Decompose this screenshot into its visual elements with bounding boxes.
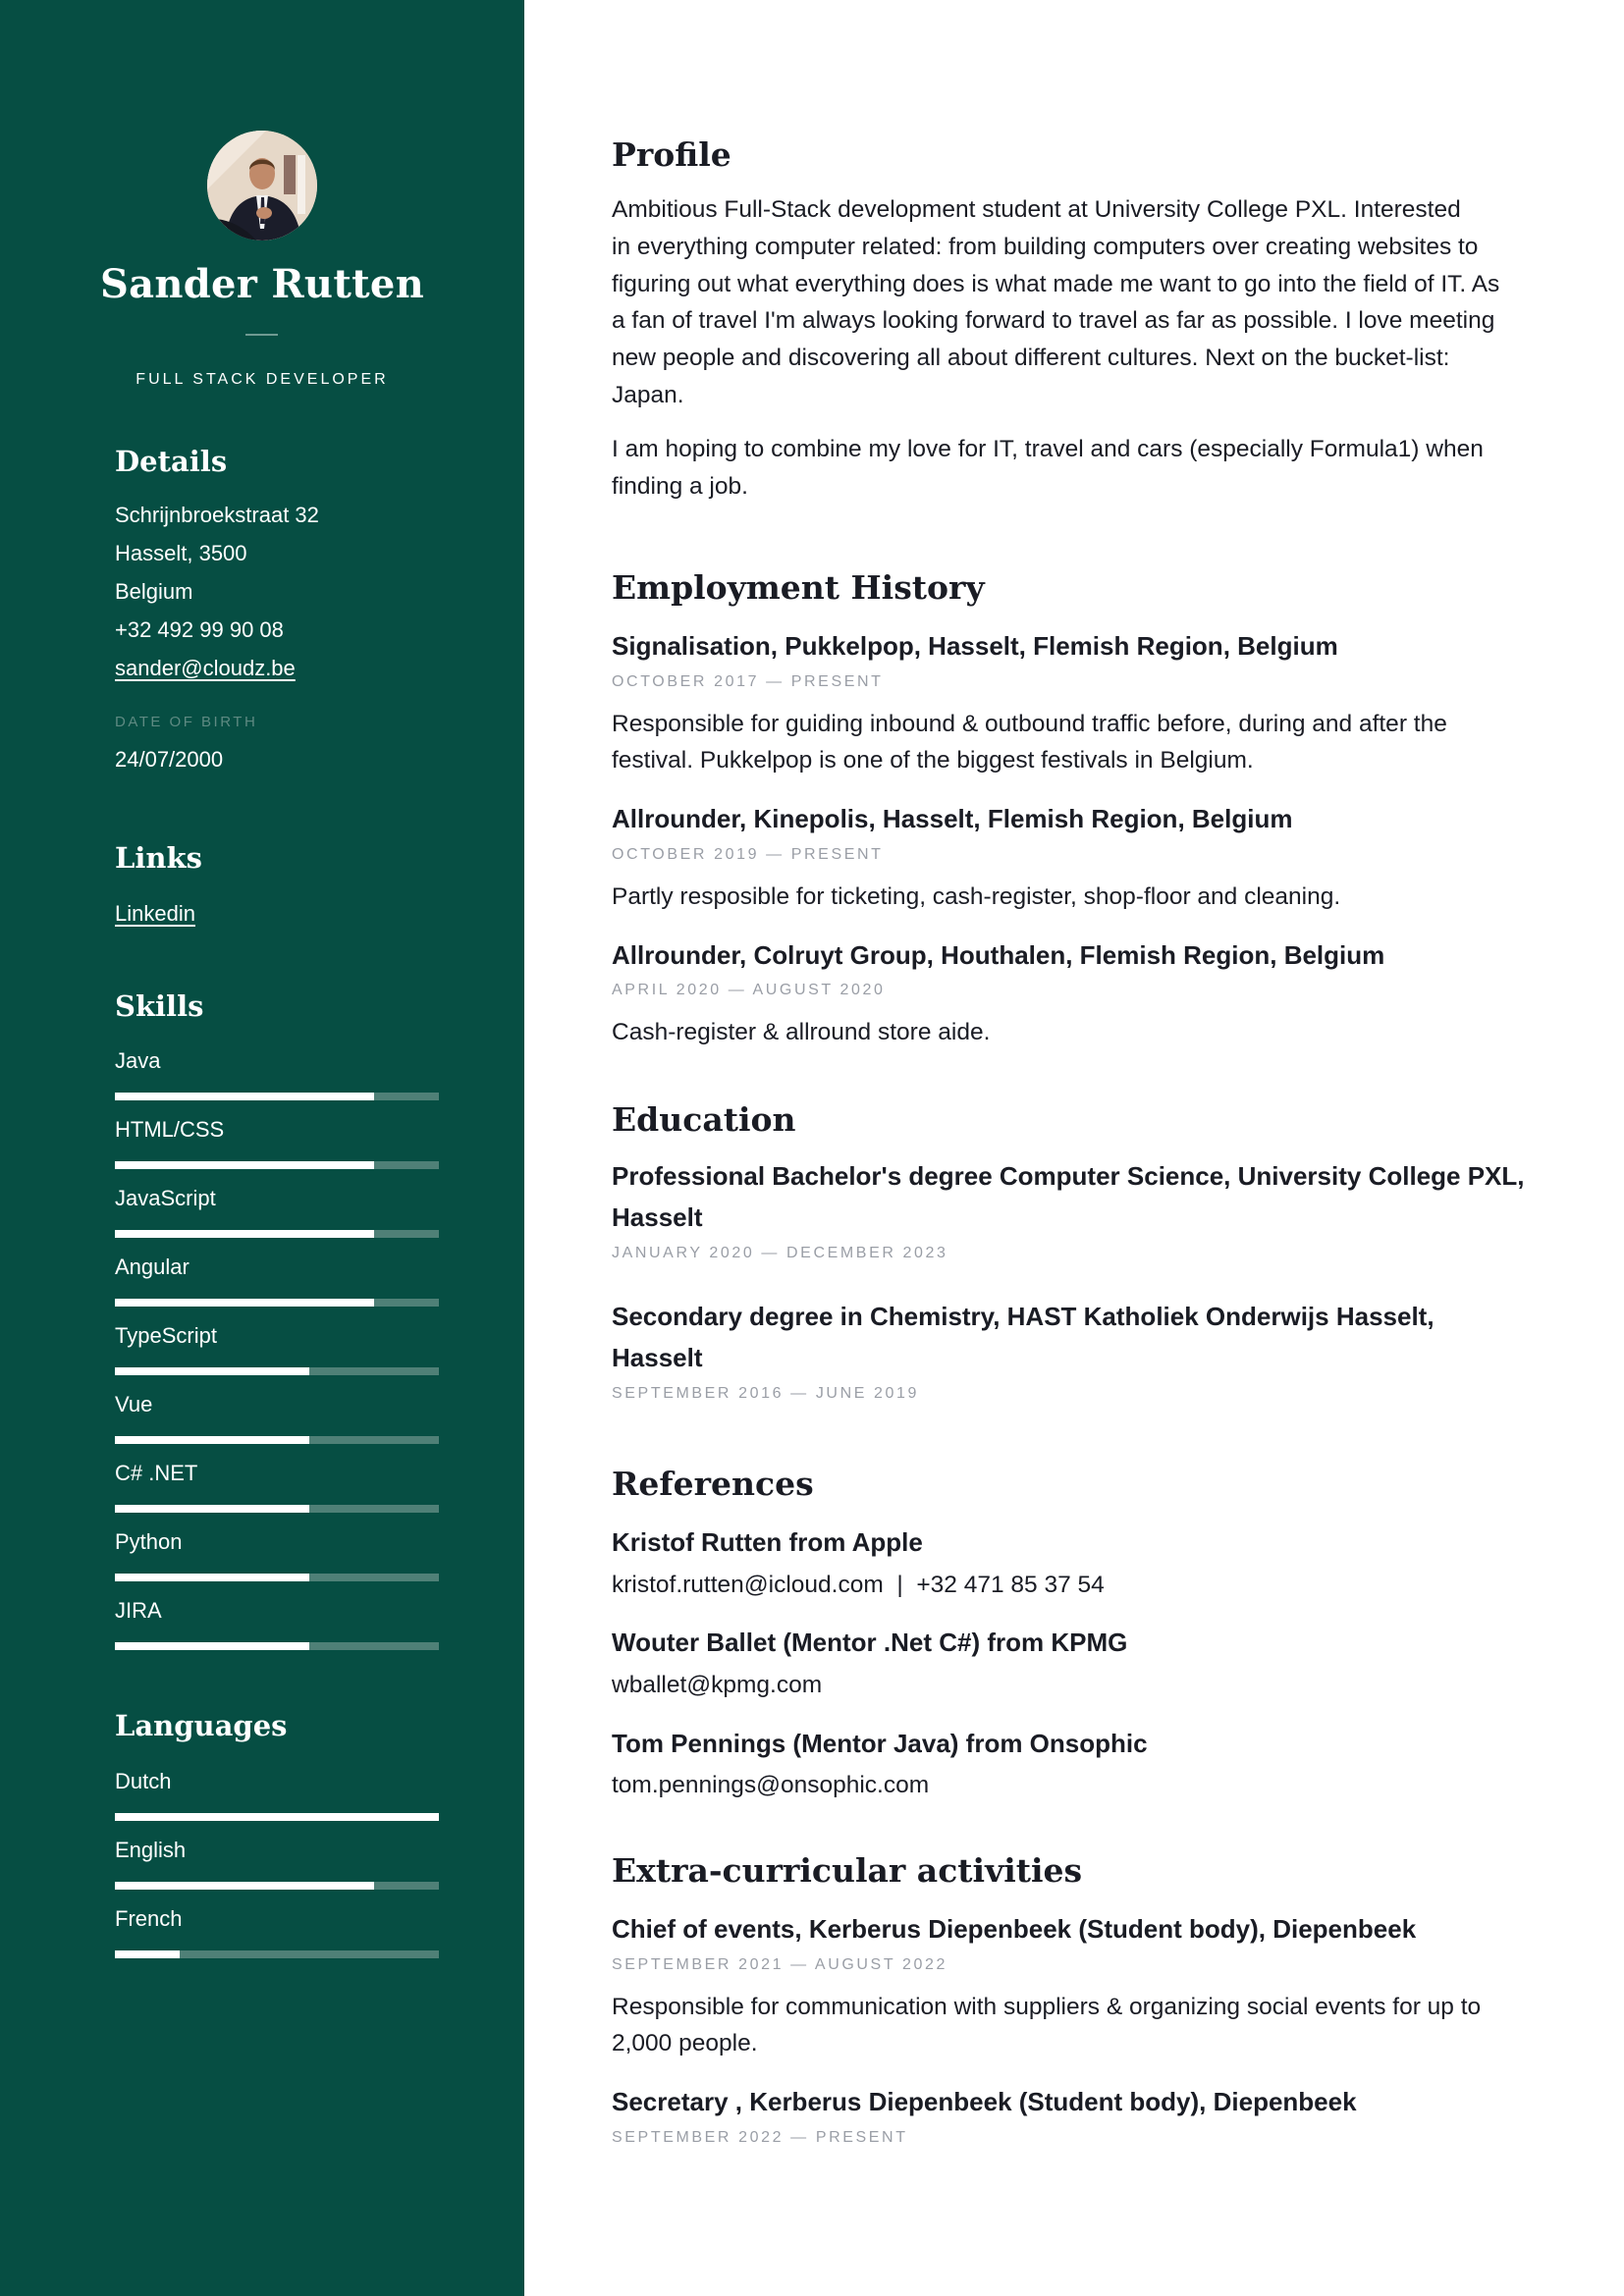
- profile-photo: [207, 131, 317, 240]
- skill-level-bar: [115, 1642, 439, 1650]
- skill-level-bar: [115, 1436, 439, 1444]
- skill-label: Python: [115, 1529, 183, 1554]
- skill-level-fill: [115, 1436, 309, 1444]
- person-photo-icon: [207, 131, 317, 240]
- reference-name: Kristof Rutten from Apple: [612, 1527, 923, 1557]
- skill-label: Java: [115, 1048, 161, 1073]
- job-title-item: Allrounder, Kinepolis, Hasselt, Flemish Region, Belgium: [612, 804, 1293, 833]
- language-label: French: [115, 1906, 183, 1931]
- skill-level-bar: [115, 1367, 439, 1375]
- skill-level-fill: [115, 1230, 374, 1238]
- reference-contact: wballet@kpmg.com: [612, 1672, 823, 1698]
- skill-level-fill: [115, 1574, 309, 1581]
- job-title-item: Allrounder, Colruyt Group, Houthalen, Flemish Region, Belgium: [612, 940, 1385, 970]
- dob-label: DATE OF BIRTH: [115, 714, 258, 730]
- activity-date: SEPTEMBER 2022 — PRESENT: [612, 2129, 908, 2146]
- languages-heading: Languages: [115, 1709, 288, 1742]
- education-title: Professional Bachelor's degree Computer Science, University College PXL,: [612, 1161, 1525, 1191]
- skill-level-fill: [115, 1093, 374, 1100]
- skill-level-bar: [115, 1161, 439, 1169]
- linkedin-link[interactable]: Linkedin: [115, 901, 195, 926]
- language-label: Dutch: [115, 1769, 172, 1793]
- skill-level-bar: [115, 1230, 439, 1238]
- skill-level-fill: [115, 1505, 309, 1513]
- country: Belgium: [115, 579, 193, 604]
- skill-label: Vue: [115, 1392, 153, 1416]
- details-heading: Details: [115, 445, 228, 478]
- candidate-name: Sander Rutten: [99, 261, 424, 307]
- sidebar: [0, 0, 524, 2296]
- job-desc: Partly resposible for ticketing, cash-register, shop-floor and cleaning.: [612, 883, 1341, 910]
- language-level-bar: [115, 1950, 439, 1958]
- reference-contact: tom.pennings@onsophic.com: [612, 1772, 930, 1798]
- language-level-fill: [115, 1882, 374, 1890]
- education-date: JANUARY 2020 — DECEMBER 2023: [612, 1245, 948, 1261]
- profile-heading: Profile: [612, 135, 731, 174]
- job-desc: festival. Pukkelpop is one of the biggest festivals in Belgium.: [612, 747, 1254, 774]
- skill-level-bar: [115, 1574, 439, 1581]
- skill-level-bar: [115, 1093, 439, 1100]
- skills-heading: Skills: [115, 989, 204, 1023]
- job-date: OCTOBER 2017 — PRESENT: [612, 673, 884, 690]
- profile-line: figuring out what everything does is what made me want to go into the field of IT. As: [612, 271, 1500, 297]
- education-title: Hasselt: [612, 1202, 703, 1232]
- skill-label: JIRA: [115, 1598, 162, 1623]
- job-desc: Responsible for guiding inbound & outbound traffic before, during and after the: [612, 711, 1447, 737]
- extracurricular-heading: Extra-curricular activities: [612, 1851, 1083, 1890]
- language-level-fill: [115, 1950, 180, 1958]
- job-date: APRIL 2020 — AUGUST 2020: [612, 982, 886, 998]
- language-level-bar: [115, 1882, 439, 1890]
- skill-level-fill: [115, 1299, 374, 1307]
- education-title: Hasselt: [612, 1343, 703, 1372]
- skill-level-fill: [115, 1161, 374, 1169]
- education-heading: Education: [612, 1100, 796, 1139]
- profile-line: I am hoping to combine my love for IT, travel and cars (especially Formula1) when: [612, 436, 1484, 462]
- skill-level-fill: [115, 1642, 309, 1650]
- language-label: English: [115, 1838, 187, 1862]
- skill-label: HTML/CSS: [115, 1117, 225, 1142]
- activity-desc: Responsible for communication with suppliers & organizing social events for up to: [612, 1994, 1482, 2020]
- activity-title: Secretary , Kerberus Diepenbeek (Student body), Diepenbeek: [612, 2087, 1357, 2116]
- activity-title: Chief of events, Kerberus Diepenbeek (Student body), Diepenbeek: [612, 1914, 1417, 1944]
- activity-desc: 2,000 people.: [612, 2030, 758, 2056]
- address-line2: Hasselt, 3500: [115, 541, 247, 565]
- skill-label: JavaScript: [115, 1186, 216, 1210]
- language-level-fill: [115, 1813, 439, 1821]
- address-line1: Schrijnbroekstraat 32: [115, 503, 319, 527]
- profile-line: a fan of travel I'm always looking forward to travel as far as possible. I love meeting: [612, 307, 1495, 334]
- job-title: FULL STACK DEVELOPER: [135, 371, 389, 388]
- links-heading: Links: [115, 841, 202, 875]
- dob-value: 24/07/2000: [115, 747, 224, 772]
- job-date: OCTOBER 2019 — PRESENT: [612, 846, 884, 863]
- job-title-item: Signalisation, Pukkelpop, Hasselt, Flemish Region, Belgium: [612, 631, 1338, 661]
- reference-name: Wouter Ballet (Mentor .Net C#) from KPMG: [612, 1628, 1128, 1657]
- email-link[interactable]: sander@cloudz.be: [115, 656, 296, 680]
- skill-level-bar: [115, 1299, 439, 1307]
- profile-line: new people and discovering all about different cultures. Next on the bucket-list:: [612, 345, 1450, 371]
- profile-line: Japan.: [612, 382, 684, 408]
- skill-label: TypeScript: [115, 1323, 217, 1348]
- education-date: SEPTEMBER 2016 — JUNE 2019: [612, 1385, 920, 1402]
- skill-label: Angular: [115, 1255, 189, 1279]
- skill-label: C# .NET: [115, 1461, 198, 1485]
- phone: +32 492 99 90 08: [115, 617, 284, 642]
- profile-line: finding a job.: [612, 473, 748, 500]
- references-heading: References: [612, 1465, 814, 1503]
- skill-level-bar: [115, 1505, 439, 1513]
- name-divider: [245, 334, 278, 336]
- reference-contact: kristof.rutten@icloud.com | +32 471 85 37 54: [612, 1572, 1105, 1598]
- reference-name: Tom Pennings (Mentor Java) from Onsophic: [612, 1729, 1148, 1758]
- main-content: [524, 0, 1624, 2296]
- activity-date: SEPTEMBER 2021 — AUGUST 2022: [612, 1956, 947, 1973]
- education-title: Secondary degree in Chemistry, HAST Katholiek Onderwijs Hasselt,: [612, 1302, 1435, 1331]
- profile-line: in everything computer related: from building computers over creating websites to: [612, 234, 1479, 260]
- job-desc: Cash-register & allround store aide.: [612, 1019, 991, 1045]
- skill-level-fill: [115, 1367, 309, 1375]
- profile-line: Ambitious Full-Stack development student at University College PXL. Interested: [612, 196, 1461, 223]
- employment-heading: Employment History: [612, 568, 985, 607]
- language-level-bar: [115, 1813, 439, 1821]
